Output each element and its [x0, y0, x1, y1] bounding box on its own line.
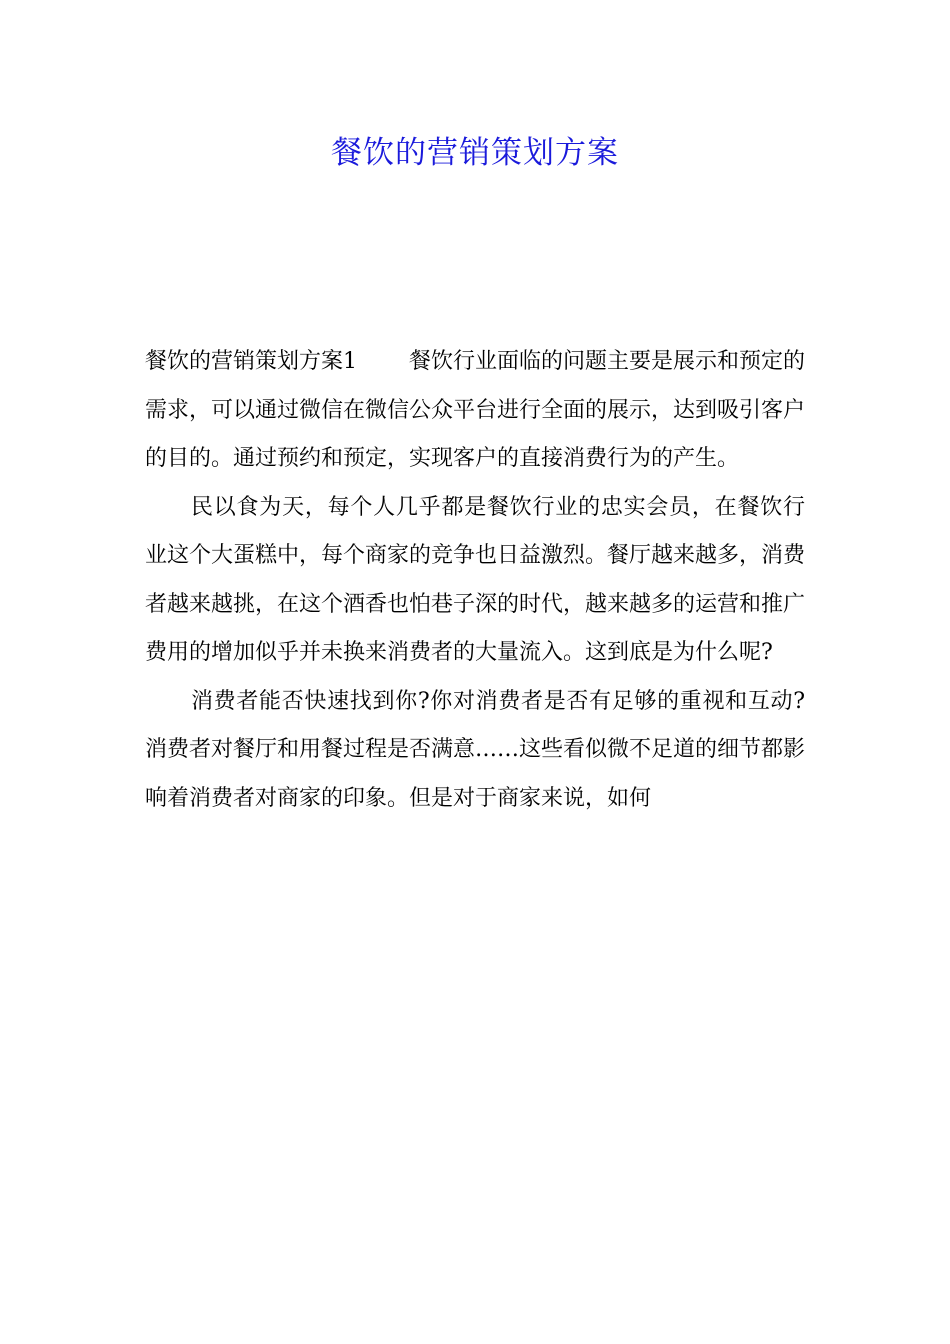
document-title: 餐饮的营销策划方案 [331, 135, 619, 171]
section-heading: 餐饮的营销策划方案1 [145, 349, 357, 374]
document-body [145, 338, 805, 823]
paragraph-3: 消费者能否快速找到你?你对消费者是否有足够的重视和互动?消费者对餐厅和用餐过程是否满意……这些看似微不足道的细节都影响着消费者对商家的印象。但是对于商家来说，如何 [145, 688, 806, 811]
paragraph-1 [145, 338, 805, 484]
paragraph-1-text: 餐饮行业面临的问题主要是展示和预定的需求，可以通过微信在微信公众平台进行全面的展示，达到吸引客户的目的。通过预约和预定，实现客户的直接消费行为的产生。 [145, 349, 806, 471]
paragraph-2: 民以食为天，每个人几乎都是餐饮行业的忠实会员，在餐饮行业这个大蛋糕中，每个商家的竞争也日益激烈。餐厅越来越多，消费者越来越挑，在这个酒香也怕巷子深的时代，越来越多的运营和推广费用的增加似乎并未换来消费者的大量流入。这到底是为什么呢? [145, 494, 806, 665]
